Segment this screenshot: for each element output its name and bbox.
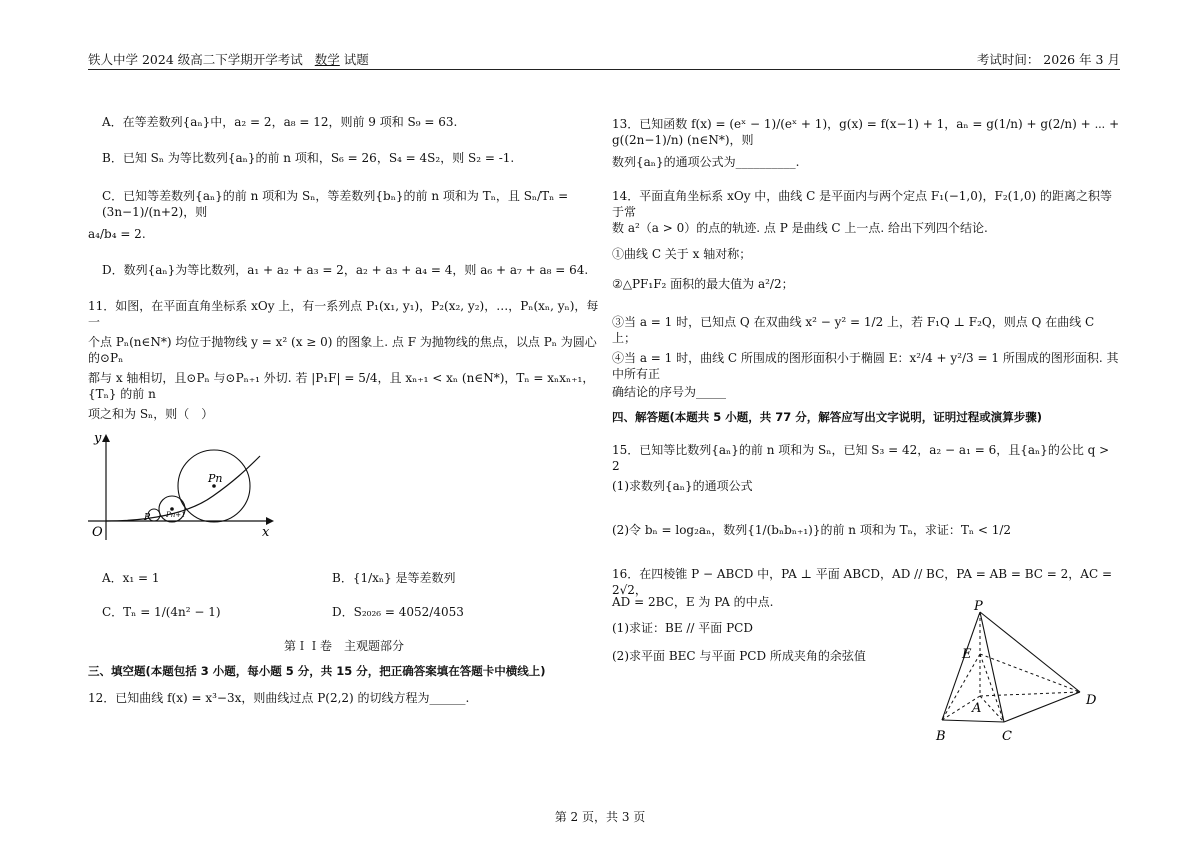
- label-pn: Pn: [208, 472, 223, 485]
- vertex-a: A: [972, 701, 982, 716]
- q11-line4: 项之和为 Sₙ，则（ ）: [88, 407, 214, 421]
- y-axis-arrow: [102, 434, 110, 442]
- section3-title: 三、填空题(本题包括 3 小题，每小题 5 分，共 15 分，把正确答案填在答题卡中横线上): [88, 664, 546, 678]
- q15-part2: (2)令 bₙ = log₂aₙ，数列{1/(bₙbₙ₊₁)}的前 n 项和为 Tₙ，求证：Tₙ < 1/2: [612, 523, 1012, 537]
- q10-option-b: B．已知 Sₙ 为等比数列{aₙ}的前 n 项和，S₆ = 26，S₄ = 4S₂，则 S₂ = -1.: [102, 151, 515, 165]
- q11-option-b: B．{1/xₙ} 是等差数列: [332, 571, 456, 585]
- q14-statement4: ④当 a = 1 时，曲线 C 所围成的图形面积小于椭圆 E：x²/4 + y²/3 = 1 所围成的图形面积. 其中所有正: [612, 351, 1119, 382]
- q10-option-a: A．在等差数列{aₙ}中，a₂ = 2，a₈ = 12，则前 9 项和 S₉ = 63.: [102, 115, 458, 129]
- left-column: [88, 104, 600, 724]
- q12: 12．已知曲线 f(x) = x³−3x，则曲线过点 P(2,2) 的切线方程为______.: [88, 691, 470, 705]
- q16-line2: AD = 2BC，E 为 PA 的中点.: [612, 595, 774, 609]
- exam-time: 考试时间： 2026 年 3 月: [976, 52, 1120, 67]
- vertex-e: E: [962, 647, 972, 662]
- label-p: P: [144, 513, 151, 523]
- edge-bc: [942, 720, 1004, 722]
- q11-option-a: A．x₁ = 1: [102, 571, 160, 585]
- q16-part1: (1)求证：BE // 平面 PCD: [612, 621, 753, 635]
- q14-statement1: ①曲线 C 关于 x 轴对称；: [612, 247, 752, 261]
- section4-title: 四、解答题(本题共 5 小题，共 77 分，解答应写出文字说明，证明过程或演算步骤): [612, 410, 1043, 424]
- page-header: [88, 50, 1120, 68]
- edge-ec: [980, 654, 1004, 722]
- q10-option-c-line1: C．已知等差数列{aₙ}的前 n 项和为 Sₙ，等差数列{bₙ}的前 n 项和为 Tₙ，且 Sₙ/Tₙ = (3n−1)/(n+2)，则: [102, 189, 569, 220]
- header-rule: [88, 69, 1120, 70]
- exam-subject: 数学: [314, 52, 340, 67]
- q14-line2: 数 a²（a > 0）的点的轨迹. 点 P 是曲线 C 上一点. 给出下列四个结论.: [612, 221, 988, 235]
- q11-option-d: D．S₂₀₂₆ = 4052/4053: [332, 605, 464, 619]
- q14-statement2: ②△PF₁F₂ 面积的最大值为 a²/2；: [612, 277, 794, 291]
- vertex-d: D: [1086, 693, 1097, 708]
- q11-line3: 都与 x 轴相切，且⊙Pₙ 与⊙Pₙ₊₁ 外切. 若 |P₁F| = 5/4，且 xₙ₊₁ < xₙ (n∈N*)，Tₙ = xₙxₙ₊₁，{Tₙ} 的前 n: [88, 371, 595, 402]
- q16-part2: (2)求平面 BEC 与平面 PCD 所成夹角的余弦值: [612, 649, 866, 663]
- q13-line1: 13．已知函数 f(x) = (eˣ − 1)/(eˣ + 1)，g(x) = f(x−1) + 1，aₙ = g(1/n) + g(2/n) + ⋯ + g((2n−1)/n) (n∈N*)，则: [612, 117, 1120, 148]
- header-left: [88, 50, 369, 68]
- vertex-p: P: [974, 599, 983, 614]
- q11-options-row1: [102, 570, 600, 586]
- edge-cd: [1004, 692, 1080, 722]
- q11-figure: [88, 430, 288, 542]
- label-y: y: [94, 431, 102, 446]
- q14-statement5: 确结论的序号为_____: [612, 385, 727, 399]
- q14-line1: 14．平面直角坐标系 xOy 中，曲线 C 是平面内与两个定点 F₁(−1,0)，F₂(1,0) 的距离之积等于常: [612, 189, 1112, 220]
- vertex-c: C: [1002, 729, 1012, 744]
- edge-ed: [980, 654, 1080, 692]
- label-x: x: [262, 525, 270, 540]
- part2-title: 第ＩＩ卷 主观题部分: [283, 639, 404, 653]
- exam-title: 铁人中学 2024 级高二下学期开学考试: [88, 52, 303, 67]
- vertex-b: B: [936, 729, 946, 744]
- q11-options-row2: [102, 604, 600, 620]
- exam-suffix: 试题: [343, 52, 369, 67]
- q14-statement3: ③当 a = 1 时，已知点 Q 在双曲线 x² − y² = 1/2 上，若 F₁Q ⊥ F₂Q，则点 Q 在曲线 C 上；: [612, 315, 1095, 346]
- label-o: O: [92, 525, 103, 540]
- right-column: [612, 104, 1120, 744]
- q15-part1: (1)求数列{aₙ}的通项公式: [612, 479, 753, 493]
- q16-line1: 16．在四棱锥 P − ABCD 中，PA ⊥ 平面 ABCD，AD // BC，PA = AB = BC = 2，AC = 2√2，: [612, 567, 1113, 598]
- q10-option-c-line2: a₄/b₄ = 2.: [88, 227, 146, 241]
- q10-option-d: D．数列{aₙ}为等比数列，a₁ + a₂ + a₃ = 2，a₂ + a₃ + a₄ = 4，则 a₆ + a₇ + a₈ = 64.: [102, 263, 589, 277]
- label-pn1: Pn+1: [166, 511, 186, 519]
- edge-ac: [980, 696, 1004, 722]
- q16-pyramid-figure: [932, 598, 1112, 748]
- q11-line2: 个点 Pₙ(n∈N*) 均位于抛物线 y = x² (x ≥ 0) 的图象上. 点 F 为抛物线的焦点，以点 Pₙ 为圆心的⊙Pₙ: [88, 335, 597, 366]
- x-axis-arrow: [266, 517, 274, 525]
- page-footer: 第 2 页，共 3 页: [554, 810, 646, 824]
- q13-line2: 数列{aₙ}的通项公式为__________.: [612, 155, 800, 169]
- q15: 15．已知等比数列{aₙ}的前 n 项和为 Sₙ，已知 S₃ = 42，a₂ − a₁ = 6，且{aₙ}的公比 q > 2: [612, 443, 1110, 474]
- q11-option-c: C．Tₙ = 1/(4n² − 1): [102, 605, 221, 619]
- q11-line1: 11．如图，在平面直角坐标系 xOy 上，有一系列点 P₁(x₁, y₁)，P₂(x₂, y₂)，…，Pₙ(xₙ, yₙ)，每一: [88, 299, 599, 330]
